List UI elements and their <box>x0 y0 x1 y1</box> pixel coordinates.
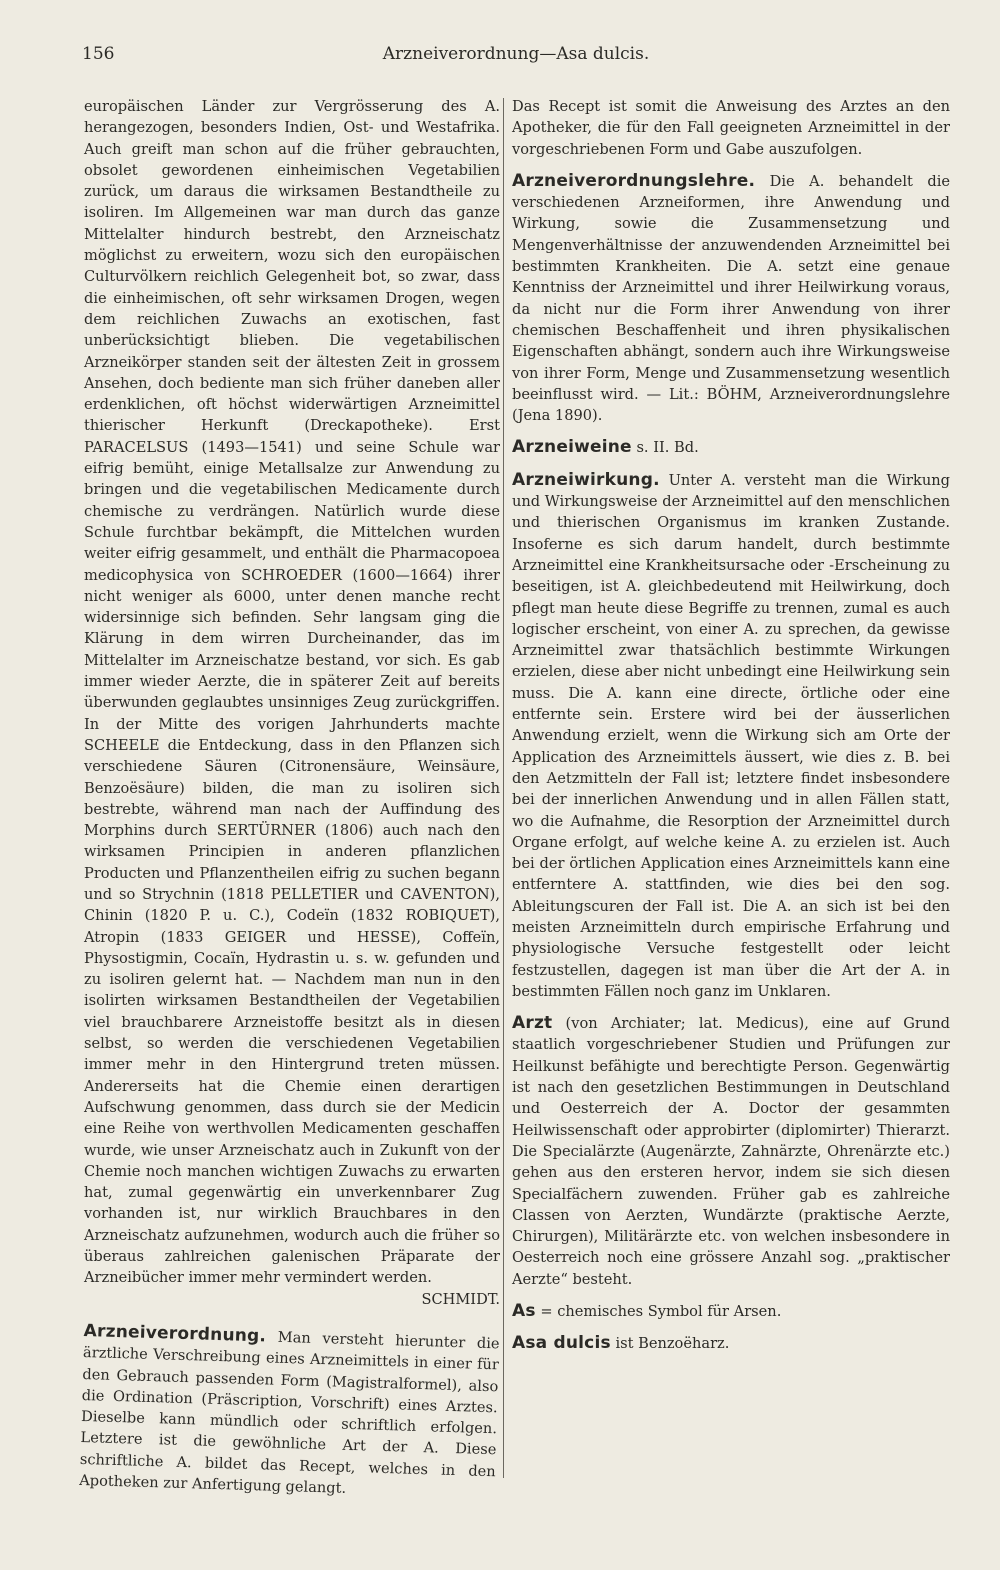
entry-arzneiverordnung <box>79 1321 500 1504</box>
entry-arzneiwirkung <box>512 470 950 1002</box>
entry-text: Die A. behandelt die verschiedenen Arzneiformen, ihre Anwendung und Wirkung, sowie die Zusammensetzung und Mengenverhältnisse der anzuwendenden Arzneimittel bei bestimmten Krankheiten. Die A. setzt eine genaue Kenntniss der Arzneimittel und ihrer Heilwirkung voraus, da nicht nur die Form ihrer Anwendung von ihrer chemischen Beschaffenheit und ihren physikalischen Eigenschaften abhängt, sondern auch ihre Wirkungsweise von ihrer Form, Menge und Zusammensetzung wesentlich beeinflusst wird. — Lit.: BÖHM, Arzneiverordnungslehre (Jena 1890). <box>512 172 951 425</box>
continuation-paragraph: Das Recept ist somit die Anweisung des Arztes an den Apotheker, die für den Fall geeigneten Arzneimittel in der vorgeschriebenen Form und Gabe auszufolgen. <box>512 98 950 158</box>
entry-headword: Arzneiweine <box>512 437 632 458</box>
entry-text: ist Benzoëharz. <box>615 1335 730 1353</box>
entry-text: = chemisches Symbol für Arsen. <box>540 1303 782 1321</box>
running-header <box>82 44 950 70</box>
running-title: Arzneiverordnung—Asa dulcis. <box>382 44 650 64</box>
right-column <box>512 96 950 1355</box>
entry-text: s. II. Bd. <box>636 439 699 457</box>
entry-headword: Arzt <box>512 1013 553 1034</box>
entry-text: (von Archiater; lat. Medicus), eine auf Grund staatlich vorgeschriebener Studien und Prüfungen zur Heilkunst befähigte und berechtigte Person. Gegenwärtig ist nach den gesetzlichen Bestimmungen in Deutschland und Oesterreich der A. Doctor der gesammten Heilwissenschaft oder approbirter (diplomirter) Thierarzt. Die Specialärzte (Augenärzte, Zahnärzte, Ohrenärzte etc.) gehen aus den ersteren hervor, indem sie sich diesen Specialfächern zuwenden. Früher gab es zahlreiche Classen von Aerzten, Wundärzte (praktische Aerzte, Chirurgen), Militärärzte etc. von welchen insbesondere in Oesterreich noch eine grössere Anzahl sog. „praktischer Aerzte“ besteht. <box>512 1015 950 1288</box>
page-number: 156 <box>82 44 115 64</box>
entry-headword: Arzneiwirkung. <box>512 469 660 490</box>
entry-headword: As <box>512 1301 536 1322</box>
continuation-paragraph <box>84 96 500 1310</box>
entry-as <box>512 1301 950 1322</box>
entry-text: Man versteht hierunter die ärztliche Verschreibung eines Arzneimittels in einer für den Gebrauch passenden Form (Magistralformel), also die Ordination (Präscription, Vorschrift) eines Arztes. Dieselbe kann mündlich oder schriftlich erfolgen. Letztere ist die gewöhnliche Art der A. Diese schriftliche A. bildet das Recept, welches in den Apotheken zur Anfertigung gelangt. <box>79 1328 500 1497</box>
left-column <box>79 96 500 1497</box>
entry-arzneiweine <box>512 437 950 458</box>
entry-arzneiverordnungslehre <box>512 171 950 427</box>
entry-asa-dulcis <box>512 1333 950 1354</box>
entry-headword: Arzneiverordnungslehre. <box>512 170 756 191</box>
continuation-text: europäischen Länder zur Vergrösserung des A. herangezogen, besonders Indien, Ost- und Westafrika. Auch greift man schon auf die früher gebrauchten, obsolet gewordenen einheimischen Vegetabilien zurück, um daraus die wirksamen Bestandtheile zu isoliren. Im Allgemeinen war man durch das ganze Mittelalter hindurch bestrebt, den Arzneischatz möglichst zu erweitern, wozu sich den europäischen Culturvölkern reichlich Gelegenheit bot, so zwar, dass die einheimischen, oft sehr wirksamen Drogen, wegen dem reichlichen Zuwachs an exotischen, fast unberücksichtigt blieben. Die vegetabilischen Arzneikörper standen seit der ältesten Zeit in grossem Ansehen, doch bediente man sich früher daneben aller erdenklichen, oft höchst widerwärtigen Arzneimittel thierischer Herkunft (Dreckapotheke). Erst PARACELSUS (1493—1541) und seine Schule war eifrig bemüht, einige Metallsalze zur Anwendung zu bringen und die vegetabilischen Medicamente durch chemische zu verdrängen. Natürlich wurde diese Schule furchtbar bekämpft, die Mittelchen wurden weiter eifrig gesammelt, und enthält die Pharmacopoea medicophysica von SCHROEDER (1600—1664) ihrer nicht weniger als 6000, unter denen manche recht widersinnige sich befinden. Sehr langsam ging die Klärung in dem wirren Durcheinander, das im Mittelalter im Arzneischatze bestand, vor sich. Es gab immer wieder Aerzte, die in späterer Zeit auf bereits überwunden geglaubtes unsinniges Zeug zurückgriffen. In der Mitte des vorigen Jahrhunderts machte SCHEELE die Entdeckung, dass in den Pflanzen sich verschiedene Säuren (Citronensäure, Weinsäure, Benzoësäure) bilden, die man zu isoliren sich bestrebte, während man nach der Auffindung des Morphins durch SERTÜRNER (1806) auch nach den wirksamen Principien in anderen pflanzlichen Producten und Pflanzentheilen eifrig zu suchen begann und so Strychnin (1818 PELLETIER und CAVENTON), Chinin (1820 P. u. C.), Codeïn (1832 ROBIQUET), Atropin (1833 GEIGER und HESSE), Coffeïn, Physostigmin, Cocaïn, Hydrastin u. s. w. gefunden und zu isoliren gelernt hat. — Nachdem man nun in den isolirten wirksamen Bestandtheilen der Vegetabilien viel brauchbarere Arzneistoffe besitzt als in diesen selbst, so werden die verschiedenen Vegetabilien immer mehr in den Hintergrund treten müssen. Andererseits hat die Chemie einen derartigen Aufschwung genommen, dass durch sie der Medicin eine Reihe von werthvollen Medicamenten geschaffen wurde, wie unser Arzneischatz auch in Zukunft von der Chemie noch manchen wichtigen Zuwachs zu erwarten hat, zumal gegenwärtig ein unverkennbarer Zug vorhanden ist, nur wirklich Brauchbares in den Arzneischatz aufzunehmen, wodurch auch die früher so überaus zahlreichen galenischen Präparate der Arzneibücher immer mehr vermindert werden. <box>84 98 500 1287</box>
author-signature: SCHMIDT. <box>421 1290 500 1308</box>
column-divider <box>503 98 504 1478</box>
entry-headword: Asa dulcis <box>512 1333 611 1354</box>
entry-headword: Arzneiverordnung. <box>83 1320 267 1347</box>
entry-arzt <box>512 1013 950 1290</box>
entry-text: Unter A. versteht man die Wirkung und Wirkungsweise der Arzneimittel auf den menschlichen und thierischen Organismus im kranken Zustande. Insoferne es sich darum handelt, durch bestimmte Arzneimittel eine Krankheitsursache oder -Erscheinung zu beseitigen, ist A. gleichbedeutend mit Heilwirkung, doch pflegt man heute diese Begriffe zu trennen, zumal es auch logischer erscheint, von einer A. zu sprechen, da gewisse Arzneimittel zwar thatsächlich bestimmte Wirkungen erzielen, diese aber nicht unbedingt eine Heilwirkung sein muss. Die A. kann eine directe, örtliche oder eine entfernte sein. Erstere wird bei der äusserlichen Anwendung erzielt, wenn die Wirkung sich am Orte der Application des Arzneimittels äussert, wie dies z. B. bei den Aetzmitteln der Fall ist; letztere findet insbesondere bei der innerlichen Anwendung und in allen Fällen statt, wo die Aufnahme, die Resorption der Arzneimittel durch Organe erfolgt, auf welche keine A. zu erzielen ist. Auch bei der örtlichen Application eines Arzneimittels kann eine entferntere A. stattfinden, wie dies bei den sog. Ableitungscuren der Fall ist. Die A. an sich ist bei den meisten Arzneimitteln durch empirische Erfahrung und physiologische Versuche festgestellt oder leicht festzustellen, dagegen ist man über die Art der A. in bestimmten Fällen noch ganz im Unklaren. <box>512 471 950 1000</box>
